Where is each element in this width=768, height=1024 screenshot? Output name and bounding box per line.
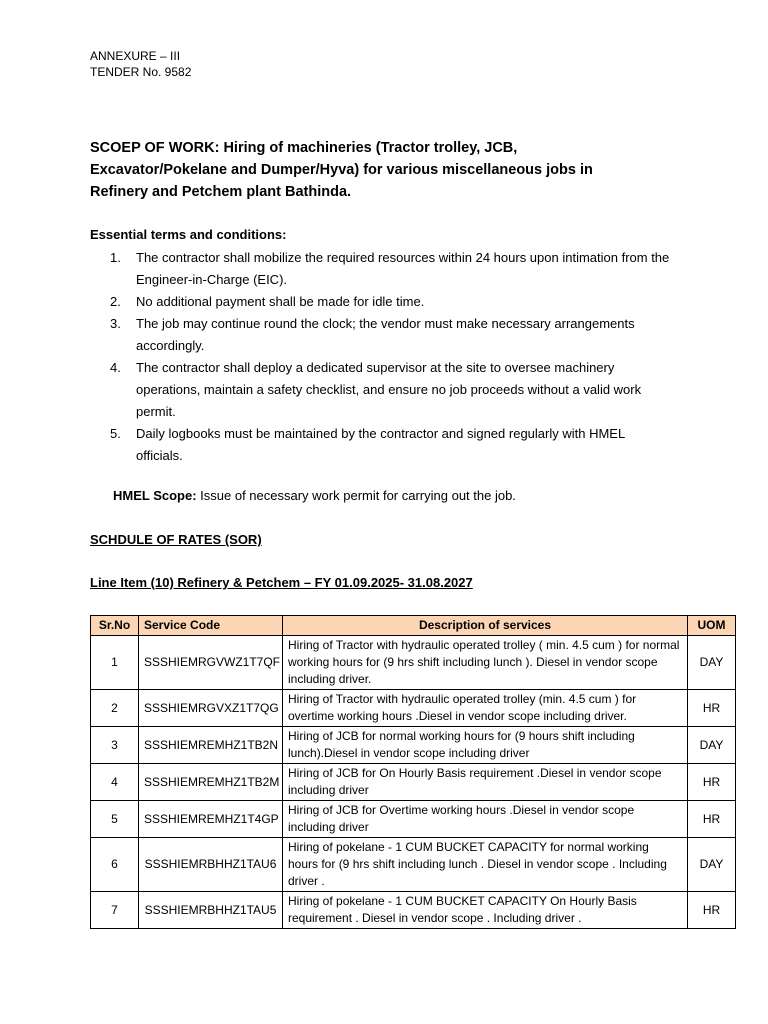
- cell-description: Hiring of pokelane - 1 CUM BUCKET CAPACITY On Hourly Basis requirement . Diesel in vendor scope . Including driver .: [283, 892, 688, 929]
- cell-sr-no: 7: [91, 892, 139, 929]
- terms-item: [110, 247, 670, 291]
- cell-uom: DAY: [688, 838, 736, 892]
- cell-sr-no: 1: [91, 636, 139, 690]
- terms-list: [110, 247, 670, 467]
- terms-item-text: The contractor shall deploy a dedicated supervisor at the site to oversee machinery operations, maintain a safety checklist, and ensure no job proceeds without a valid work permit.: [136, 360, 642, 419]
- table-header-row: [91, 616, 736, 636]
- cell-service-code: SSSHIEMRGVXZ1T7QG: [139, 690, 283, 727]
- terms-item: [110, 423, 670, 467]
- annexure-label: ANNEXURE – III: [90, 49, 181, 63]
- table-row: [91, 801, 736, 838]
- table-row: [91, 727, 736, 764]
- cell-description: Hiring of pokelane - 1 CUM BUCKET CAPACITY for normal working hours for (9 hrs shift including lunch . Diesel in vendor scope . Including driver .: [283, 838, 688, 892]
- terms-item: [110, 313, 670, 357]
- cell-description: Hiring of JCB for On Hourly Basis requirement .Diesel in vendor scope including driver: [283, 764, 688, 801]
- cell-service-code: SSSHIEMREMHZ1TB2M: [139, 764, 283, 801]
- cell-uom: HR: [688, 892, 736, 929]
- scope-of-work-title: SCOEP OF WORK: Hiring of machineries (Tractor trolley, JCB, Excavator/Pokelane and Dumper/Hyva) for various miscellaneous jobs in Refinery and Petchem plant Bathinda.: [90, 140, 593, 200]
- cell-description: Hiring of JCB for Overtime working hours .Diesel in vendor scope including driver: [283, 801, 688, 838]
- cell-description: Hiring of Tractor with hydraulic operated trolley ( min. 4.5 cum ) for normal working hours for (9 hrs shift including lunch ). Diesel in vendor scope including driver.: [283, 636, 688, 690]
- terms-item-number: 2.: [110, 294, 121, 309]
- terms-item-number: 4.: [110, 360, 121, 375]
- header-service-code: Service Code: [139, 616, 283, 636]
- table-row: [91, 892, 736, 929]
- terms-heading: Essential terms and conditions:: [90, 227, 287, 242]
- sor-heading: SCHDULE OF RATES (SOR): [90, 532, 262, 547]
- cell-service-code: SSSHIEMREMHZ1T4GP: [139, 801, 283, 838]
- cell-description: Hiring of JCB for normal working hours for (9 hours shift including lunch).Diesel in vendor scope including driver: [283, 727, 688, 764]
- header-uom: UOM: [688, 616, 736, 636]
- table-row: [91, 838, 736, 892]
- cell-service-code: SSSHIEMRGVWZ1T7QF: [139, 636, 283, 690]
- terms-item-text: Daily logbooks must be maintained by the contractor and signed regularly with HMEL officials.: [136, 426, 625, 463]
- document-header: [90, 48, 191, 80]
- hmel-scope-label: HMEL Scope:: [113, 488, 197, 503]
- cell-sr-no: 2: [91, 690, 139, 727]
- cell-service-code: SSSHIEMREMHZ1TB2N: [139, 727, 283, 764]
- terms-item-text: The contractor shall mobilize the required resources within 24 hours upon intimation from the Engineer-in-Charge (EIC).: [136, 250, 670, 287]
- line-item-heading: Line Item (10) Refinery & Petchem – FY 01.09.2025- 31.08.2027: [90, 575, 473, 590]
- terms-item-number: 1.: [110, 250, 121, 265]
- cell-uom: HR: [688, 801, 736, 838]
- cell-service-code: SSSHIEMRBHHZ1TAU5: [139, 892, 283, 929]
- terms-item-number: 5.: [110, 426, 121, 441]
- terms-item-text: No additional payment shall be made for idle time.: [136, 294, 425, 309]
- hmel-scope: [113, 488, 516, 503]
- cell-description: Hiring of Tractor with hydraulic operated trolley (min. 4.5 cum ) for overtime working hours .Diesel in vendor scope including driver.: [283, 690, 688, 727]
- terms-item-number: 3.: [110, 316, 121, 331]
- terms-item: [110, 357, 670, 423]
- cell-uom: DAY: [688, 727, 736, 764]
- tender-number: TENDER No. 9582: [90, 65, 192, 79]
- cell-sr-no: 3: [91, 727, 139, 764]
- cell-sr-no: 4: [91, 764, 139, 801]
- cell-uom: HR: [688, 690, 736, 727]
- cell-uom: DAY: [688, 636, 736, 690]
- cell-sr-no: 5: [91, 801, 139, 838]
- table-row: [91, 636, 736, 690]
- terms-item-text: The job may continue round the clock; the vendor must make necessary arrangements accordingly.: [136, 316, 635, 353]
- schedule-of-rates-table: [90, 615, 736, 929]
- terms-item: [110, 291, 670, 313]
- cell-service-code: SSSHIEMRBHHZ1TAU6: [139, 838, 283, 892]
- table-row: [91, 690, 736, 727]
- header-description: Description of services: [283, 616, 688, 636]
- header-sr-no: Sr.No: [91, 616, 139, 636]
- cell-sr-no: 6: [91, 838, 139, 892]
- table-row: [91, 764, 736, 801]
- hmel-scope-text: Issue of necessary work permit for carrying out the job.: [196, 488, 516, 503]
- cell-uom: HR: [688, 764, 736, 801]
